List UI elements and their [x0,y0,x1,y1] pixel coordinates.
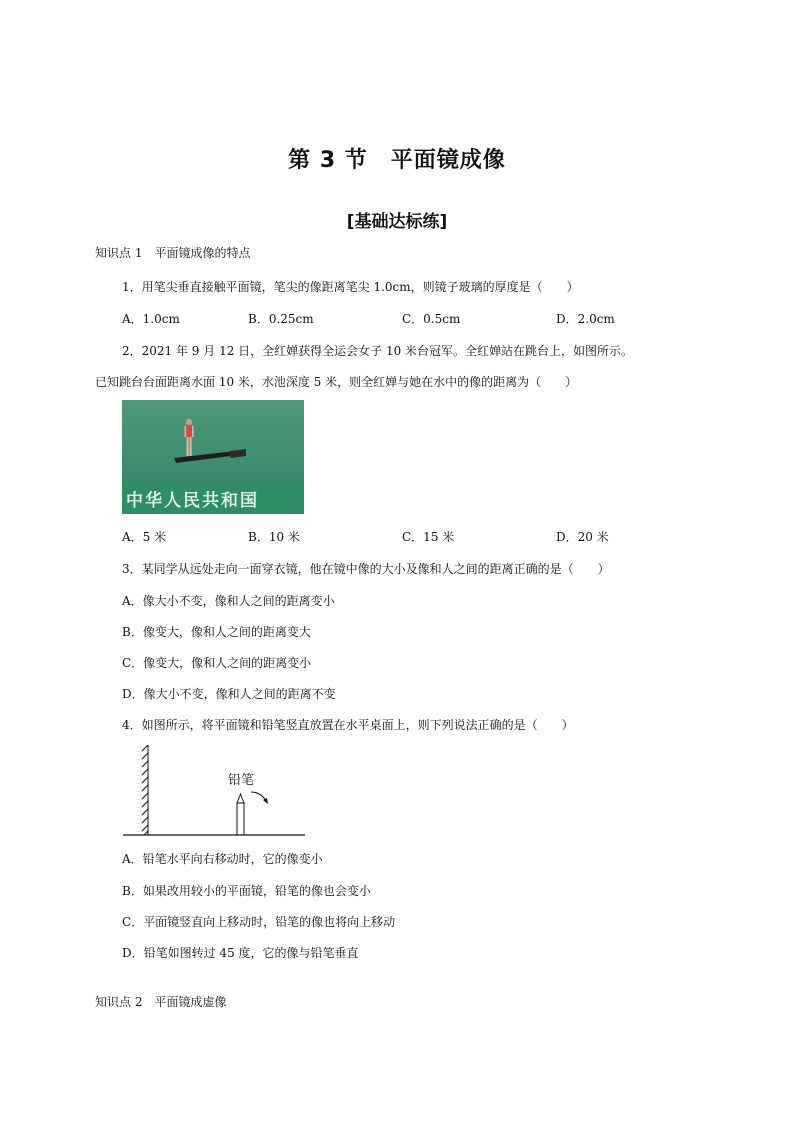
question-2-option-c[interactable]: C．15 米 [402,530,455,544]
section-heading: [基础达标练] [346,212,448,232]
question-3-stem: 3．某同学从远处走向一面穿衣镜，他在镜中像的大小及像和人之间的距离正确的是（ ） [122,562,610,576]
question-1-option-c[interactable]: C．0.5cm [402,312,461,326]
question-3-option-a[interactable]: A．像大小不变，像和人之间的距离变小 [122,594,335,608]
question-1-option-a[interactable]: A．1.0cm [122,312,180,326]
question-1-stem: 1．用笔尖垂直接触平面镜，笔尖的像距离笔尖 1.0cm，则镜子玻璃的厚度是（ ） [122,280,579,294]
question-2-option-d[interactable]: D．20 米 [556,530,609,544]
question-2-option-a[interactable]: A．5 米 [122,530,167,544]
photo-banner-text: 中华人民共和国 [126,491,259,511]
question-2-option-b[interactable]: B．10 米 [248,530,300,544]
page-title: 第 3 节 平面镜成像 [288,148,506,173]
question-4-option-b[interactable]: B．如果改用较小的平面镜，铅笔的像也会变小 [122,884,371,898]
question-3-option-b[interactable]: B．像变大，像和人之间的距离变大 [122,625,311,639]
question-1-option-b[interactable]: B．0.25cm [248,312,314,326]
question-4-option-a[interactable]: A．铅笔水平向右移动时，它的像变小 [122,852,323,866]
question-4-option-d[interactable]: D．铅笔如图转过 45 度，它的像与铅笔垂直 [122,946,359,960]
question-2-stem-line-1: 2．2021 年 9 月 12 日，全红婵获得全运会女子 10 米台冠军。全红婵站在跳台上，如图所示。 [122,344,634,358]
question-3-option-d[interactable]: D．像大小不变，像和人之间的距离不变 [122,687,336,701]
question-2-stem-line-2: 已知跳台台面距离水面 10 米，水池深度 5 米，则全红婵与她在水中的像的距离为（ ） [95,375,578,389]
mirror-pencil-diagram [118,745,312,841]
diving-platform-photo [122,400,304,514]
question-1-option-d[interactable]: D．2.0cm [556,312,615,326]
question-4-stem: 4．如图所示，将平面镜和铅笔竖直放置在水平桌面上，则下列说法正确的是（ ） [122,718,574,732]
knowledge-point-2: 知识点 2 平面镜成虚像 [95,995,227,1009]
question-3-option-c[interactable]: C．像变大，像和人之间的距离变小 [122,656,312,670]
knowledge-point-1: 知识点 1 平面镜成像的特点 [95,246,251,260]
question-4-option-c[interactable]: C．平面镜竖直向上移动时，铅笔的像也将向上移动 [122,915,396,929]
pencil-label: 铅笔 [228,773,255,788]
